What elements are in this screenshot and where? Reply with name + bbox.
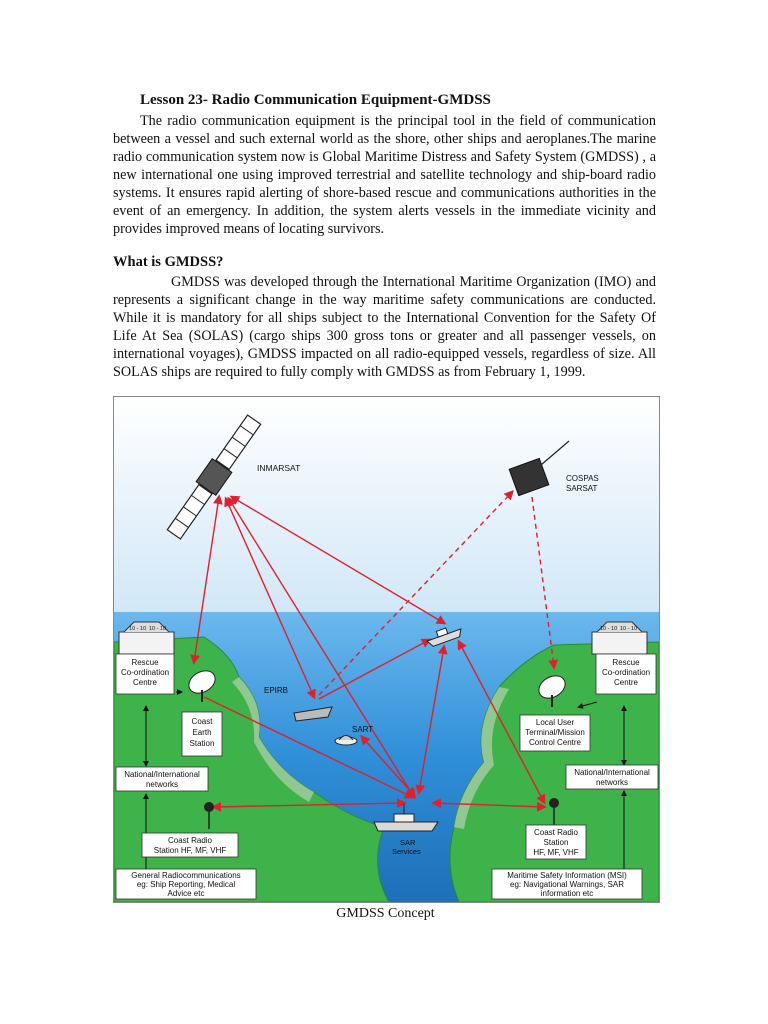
coast-radio-right-line1: Coast Radio: [533, 828, 579, 837]
general-radio-line1: General Radiocommunications: [131, 871, 241, 880]
coast-earth-line3: Station: [189, 739, 215, 748]
rcc-left-line3: Centre: [132, 678, 158, 687]
rcc-left-line2: Co-ordination: [120, 668, 170, 677]
sar-services-label: Services: [392, 847, 421, 856]
rcc-right-line3: Centre: [613, 678, 639, 687]
msi-line3: information etc: [540, 889, 594, 898]
svg-text:10 - 10: 10 - 10: [149, 626, 167, 632]
intro-paragraph: The radio communication equipment is the principal tool in the field of communication between a vessel and such external world as the shore, other ships and aeroplanes.The marine radio communication system now is Global Maritime Distress and Safety System (GMDSS) , a new international one using improved terrestrial and satellite technology and ship-board radio systems. It ensures rapid alerting of shore-based rescue and communications authorities in the event of an emergency. In addition, the system alerts vessels in the immediate vicinity and provides improved means of locating survivors.: [113, 113, 656, 237]
msi-line1: Maritime Safety Information (MSI): [507, 871, 627, 880]
figure-caption: GMDSS Concept: [336, 906, 435, 921]
lut-line3: Control Centre: [528, 738, 582, 747]
gmdss-paragraph: GMDSS was developed through the International Maritime Organization (IMO) and represents a significant change in the way maritime safety communications are conducted. While it is mandatory for all ships subject to the International Convention for the Safety Of Life At Sea (SOLAS) (cargo ships 300 gross tons or greater and all passenger vessels, on international voyages), GMDSS impacted on all radio-equipped vessels, regardless of size. All SOLAS ships are required to fully comply with GMDSS as from February 1, 1999.: [113, 274, 656, 380]
coast-radio-right-line3: HF, MF, VHF: [533, 848, 579, 857]
msi-line2: eg: Navigational Warnings, SAR: [510, 880, 624, 889]
lesson-title: Lesson 23- Radio Communication Equipment-GMDSS: [140, 92, 491, 108]
section-heading: What is GMDSS?: [113, 254, 224, 270]
rcc-right-line1: Rescue: [612, 658, 640, 667]
cospas-label: COSPAS: [566, 474, 599, 483]
sart-label: SART: [352, 725, 374, 734]
svg-text:10 - 10: 10 - 10: [600, 626, 618, 632]
rcc-right-line2: Co-ordination: [601, 668, 651, 677]
coast-earth-line1: Coast: [191, 717, 213, 726]
coast-earth-line2: Earth: [192, 728, 212, 737]
general-radio-line3: Advice etc: [167, 889, 205, 898]
lut-line1: Local User: [535, 718, 575, 727]
networks-left-line1: National/International: [124, 770, 200, 779]
networks-left-line2: networks: [145, 780, 179, 789]
gmdss-concept-diagram: [113, 396, 660, 903]
networks-right-line1: National/International: [574, 768, 650, 777]
sar-label: SAR: [400, 838, 416, 847]
rcc-left-line1: Rescue: [131, 658, 159, 667]
coast-radio-left-line1: Coast Radio: [167, 836, 213, 845]
lut-line2: Terminal/Mission: [525, 728, 585, 737]
coast-radio-left-line2: Station HF, MF, VHF: [153, 846, 227, 855]
coast-radio-right-line2: Station: [543, 838, 569, 847]
epirb-label: EPIRB: [264, 686, 289, 695]
general-radio-line2: eg: Ship Reporting, Medical: [136, 880, 236, 889]
inmarsat-label: INMARSAT: [257, 463, 301, 473]
sarsat-label: SARSAT: [566, 484, 598, 493]
networks-right-line2: networks: [595, 778, 629, 787]
svg-text:10 - 10: 10 - 10: [129, 626, 147, 632]
svg-text:10 - 10: 10 - 10: [620, 626, 638, 632]
